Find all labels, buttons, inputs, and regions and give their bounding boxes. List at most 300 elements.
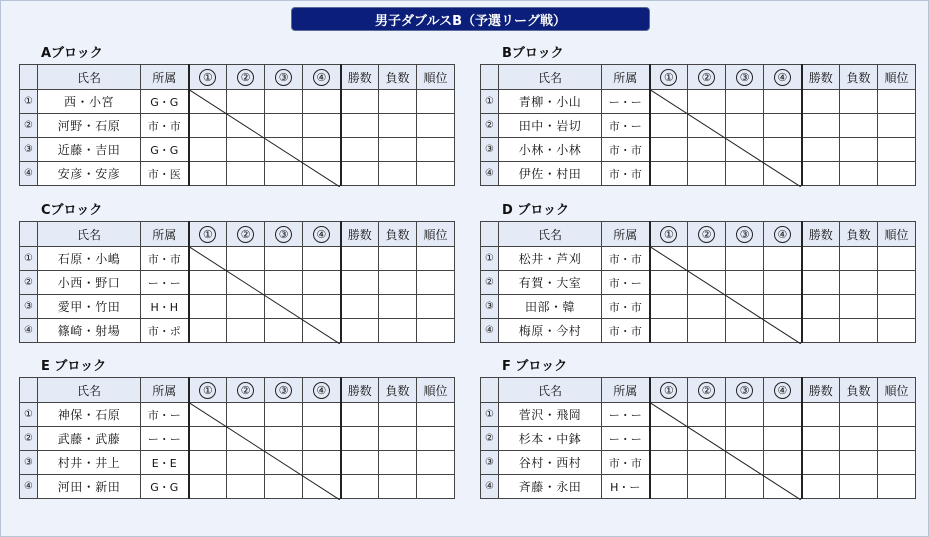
match-result-cell[interactable] — [650, 114, 688, 138]
pair-name: 愛甲・竹田 — [38, 295, 141, 319]
header-name: 氏名 — [499, 222, 602, 247]
match-result-cell[interactable] — [265, 319, 303, 343]
opponent-number: ③ — [275, 382, 292, 399]
rank-cell[interactable] — [878, 162, 916, 186]
wins-cell[interactable] — [802, 138, 840, 162]
opponent-number: ③ — [736, 226, 753, 243]
wins-cell[interactable] — [341, 475, 379, 499]
match-result-cell[interactable] — [303, 138, 341, 162]
match-result-cell[interactable] — [303, 403, 341, 427]
pair-name: 谷村・西村 — [499, 451, 602, 475]
opponent-number: ④ — [774, 226, 791, 243]
opponent-number: ① — [199, 226, 216, 243]
self-match-cell[interactable] — [688, 271, 726, 295]
self-match-cell[interactable] — [227, 271, 265, 295]
header-opponent — [688, 378, 726, 403]
wins-cell[interactable] — [802, 403, 840, 427]
wins-cell[interactable] — [802, 451, 840, 475]
wins-cell[interactable] — [802, 114, 840, 138]
self-match-cell[interactable] — [227, 114, 265, 138]
wins-cell[interactable] — [341, 114, 379, 138]
pair-affiliation: ー・ー — [602, 427, 650, 451]
losses-cell[interactable] — [840, 451, 878, 475]
table-row — [20, 138, 455, 162]
match-result-cell[interactable] — [726, 475, 764, 499]
match-result-cell[interactable] — [764, 247, 802, 271]
pair-name: 斉藤・永田 — [499, 475, 602, 499]
pair-affiliation: G・G — [141, 138, 189, 162]
match-result-cell[interactable] — [303, 247, 341, 271]
self-match-cell[interactable] — [764, 475, 802, 499]
losses-cell[interactable] — [379, 403, 417, 427]
match-result-cell[interactable] — [650, 295, 688, 319]
match-result-cell[interactable] — [227, 319, 265, 343]
match-result-cell[interactable] — [726, 427, 764, 451]
row-number: ③ — [20, 138, 38, 162]
wins-cell[interactable] — [341, 271, 379, 295]
league-table-wrap — [480, 221, 916, 343]
header-losses: 負数 — [840, 378, 878, 403]
match-result-cell[interactable] — [265, 403, 303, 427]
self-match-cell[interactable] — [189, 403, 227, 427]
row-number: ① — [481, 90, 499, 114]
header-name: 氏名 — [38, 65, 141, 90]
match-result-cell[interactable] — [764, 295, 802, 319]
pair-affiliation: 市・市 — [141, 114, 189, 138]
league-block — [19, 201, 455, 343]
header-opponent — [227, 378, 265, 403]
match-result-cell[interactable] — [189, 475, 227, 499]
match-result-cell[interactable] — [650, 427, 688, 451]
rank-cell[interactable] — [878, 475, 916, 499]
header-opponent — [688, 222, 726, 247]
rank-cell[interactable] — [417, 247, 455, 271]
self-match-cell[interactable] — [650, 403, 688, 427]
losses-cell[interactable] — [379, 247, 417, 271]
losses-cell[interactable] — [840, 295, 878, 319]
pair-affiliation: 市・ポ — [141, 319, 189, 343]
pair-name: 梅原・今村 — [499, 319, 602, 343]
row-number: ① — [481, 247, 499, 271]
match-result-cell[interactable] — [227, 295, 265, 319]
match-result-cell[interactable] — [303, 271, 341, 295]
header-rank: 順位 — [417, 222, 455, 247]
match-result-cell[interactable] — [227, 475, 265, 499]
table-row — [481, 427, 916, 451]
pair-affiliation: H・ー — [602, 475, 650, 499]
match-result-cell[interactable] — [189, 451, 227, 475]
wins-cell[interactable] — [802, 427, 840, 451]
match-result-cell[interactable] — [764, 90, 802, 114]
match-result-cell[interactable] — [764, 138, 802, 162]
match-result-cell[interactable] — [227, 162, 265, 186]
losses-cell[interactable] — [840, 90, 878, 114]
match-result-cell[interactable] — [265, 162, 303, 186]
row-number: ② — [481, 271, 499, 295]
header-rank: 順位 — [878, 65, 916, 90]
match-result-cell[interactable] — [227, 247, 265, 271]
wins-cell[interactable] — [802, 475, 840, 499]
page-title: 男子ダブルスB（予選リーグ戦） — [291, 7, 650, 31]
self-match-cell[interactable] — [303, 162, 341, 186]
table-row — [481, 90, 916, 114]
row-number: ① — [20, 247, 38, 271]
wins-cell[interactable] — [802, 271, 840, 295]
match-result-cell[interactable] — [650, 162, 688, 186]
match-result-cell[interactable] — [265, 247, 303, 271]
match-result-cell[interactable] — [650, 138, 688, 162]
header-row — [20, 378, 455, 403]
league-block — [19, 357, 455, 499]
rank-cell[interactable] — [878, 271, 916, 295]
rank-cell[interactable] — [417, 162, 455, 186]
match-result-cell[interactable] — [688, 403, 726, 427]
rank-cell[interactable] — [417, 271, 455, 295]
match-result-cell[interactable] — [764, 427, 802, 451]
match-result-cell[interactable] — [650, 475, 688, 499]
rank-cell[interactable] — [878, 403, 916, 427]
match-result-cell[interactable] — [726, 403, 764, 427]
league-table-wrap — [480, 377, 916, 499]
row-number: ② — [20, 114, 38, 138]
header-wins: 勝数 — [802, 378, 840, 403]
wins-cell[interactable] — [341, 319, 379, 343]
opponent-number: ③ — [275, 226, 292, 243]
losses-cell[interactable] — [840, 271, 878, 295]
header-affiliation: 所属 — [141, 222, 189, 247]
header-blank — [481, 65, 499, 90]
match-result-cell[interactable] — [764, 114, 802, 138]
wins-cell[interactable] — [802, 247, 840, 271]
block-title: D ブロック — [502, 203, 570, 218]
opponent-number: ③ — [275, 69, 292, 86]
opponent-number: ① — [199, 382, 216, 399]
match-result-cell[interactable] — [764, 271, 802, 295]
match-result-cell[interactable] — [189, 114, 227, 138]
header-row — [20, 65, 455, 90]
pair-name: 西・小宮 — [38, 90, 141, 114]
self-match-cell[interactable] — [265, 295, 303, 319]
header-rank: 順位 — [417, 65, 455, 90]
losses-cell[interactable] — [840, 138, 878, 162]
opponent-number: ③ — [736, 69, 753, 86]
opponent-number: ④ — [313, 382, 330, 399]
rank-cell[interactable] — [417, 319, 455, 343]
header-affiliation: 所属 — [602, 222, 650, 247]
header-affiliation: 所属 — [141, 65, 189, 90]
match-result-cell[interactable] — [688, 162, 726, 186]
self-match-cell[interactable] — [726, 295, 764, 319]
rank-cell[interactable] — [878, 427, 916, 451]
self-match-cell[interactable] — [303, 319, 341, 343]
losses-cell[interactable] — [840, 427, 878, 451]
losses-cell[interactable] — [379, 427, 417, 451]
self-match-cell[interactable] — [189, 247, 227, 271]
league-table-wrap — [19, 221, 455, 343]
match-result-cell[interactable] — [650, 451, 688, 475]
header-rank: 順位 — [417, 378, 455, 403]
rank-cell[interactable] — [417, 90, 455, 114]
match-result-cell[interactable] — [303, 451, 341, 475]
league-table-wrap — [19, 64, 455, 186]
wins-cell[interactable] — [341, 403, 379, 427]
losses-cell[interactable] — [379, 295, 417, 319]
row-number: ③ — [481, 138, 499, 162]
rank-cell[interactable] — [878, 247, 916, 271]
table-row — [20, 162, 455, 186]
match-result-cell[interactable] — [764, 451, 802, 475]
match-result-cell[interactable] — [688, 247, 726, 271]
match-result-cell[interactable] — [189, 138, 227, 162]
pair-name: 小西・野口 — [38, 271, 141, 295]
pair-name: 村井・井上 — [38, 451, 141, 475]
losses-cell[interactable] — [840, 247, 878, 271]
header-row — [481, 65, 916, 90]
match-result-cell[interactable] — [303, 90, 341, 114]
match-result-cell[interactable] — [189, 319, 227, 343]
match-result-cell[interactable] — [227, 451, 265, 475]
self-match-cell[interactable] — [688, 114, 726, 138]
row-number: ② — [20, 427, 38, 451]
row-number: ② — [481, 114, 499, 138]
header-opponent — [650, 222, 688, 247]
self-match-cell[interactable] — [303, 475, 341, 499]
rank-cell[interactable] — [878, 114, 916, 138]
self-match-cell[interactable] — [650, 247, 688, 271]
opponent-number: ② — [698, 226, 715, 243]
rank-cell[interactable] — [417, 427, 455, 451]
table-row — [20, 271, 455, 295]
league-table — [19, 221, 455, 343]
match-result-cell[interactable] — [189, 427, 227, 451]
rank-cell[interactable] — [417, 451, 455, 475]
match-result-cell[interactable] — [688, 90, 726, 114]
wins-cell[interactable] — [341, 247, 379, 271]
league-table — [480, 221, 916, 343]
table-row — [20, 247, 455, 271]
pair-name: 石原・小嶋 — [38, 247, 141, 271]
opponent-number: ① — [660, 69, 677, 86]
rank-cell[interactable] — [878, 451, 916, 475]
losses-cell[interactable] — [840, 475, 878, 499]
header-opponent — [726, 378, 764, 403]
match-result-cell[interactable] — [265, 475, 303, 499]
losses-cell[interactable] — [840, 319, 878, 343]
match-result-cell[interactable] — [303, 295, 341, 319]
wins-cell[interactable] — [341, 427, 379, 451]
match-result-cell[interactable] — [265, 427, 303, 451]
self-match-cell[interactable] — [189, 90, 227, 114]
rank-cell[interactable] — [878, 295, 916, 319]
wins-cell[interactable] — [802, 295, 840, 319]
header-losses: 負数 — [379, 65, 417, 90]
league-table-wrap — [19, 377, 455, 499]
table-row — [481, 403, 916, 427]
rank-cell[interactable] — [878, 90, 916, 114]
self-match-cell[interactable] — [227, 427, 265, 451]
header-blank — [20, 378, 38, 403]
rank-cell[interactable] — [417, 114, 455, 138]
row-number: ④ — [20, 319, 38, 343]
match-result-cell[interactable] — [726, 114, 764, 138]
match-result-cell[interactable] — [726, 247, 764, 271]
header-opponent — [265, 222, 303, 247]
header-opponent — [189, 378, 227, 403]
losses-cell[interactable] — [379, 451, 417, 475]
self-match-cell[interactable] — [265, 451, 303, 475]
match-result-cell[interactable] — [227, 403, 265, 427]
header-row — [481, 222, 916, 247]
header-blank — [481, 378, 499, 403]
match-result-cell[interactable] — [688, 138, 726, 162]
losses-cell[interactable] — [379, 114, 417, 138]
league-table — [480, 377, 916, 499]
wins-cell[interactable] — [341, 138, 379, 162]
header-row — [20, 222, 455, 247]
row-number: ③ — [481, 295, 499, 319]
opponent-number: ② — [237, 69, 254, 86]
match-result-cell[interactable] — [227, 138, 265, 162]
pair-name: 有賀・大室 — [499, 271, 602, 295]
table-row — [481, 138, 916, 162]
header-opponent — [650, 65, 688, 90]
self-match-cell[interactable] — [726, 451, 764, 475]
header-rank: 順位 — [878, 222, 916, 247]
pair-affiliation: 市・市 — [602, 162, 650, 186]
opponent-number: ④ — [774, 69, 791, 86]
losses-cell[interactable] — [379, 475, 417, 499]
rank-cell[interactable] — [417, 403, 455, 427]
match-result-cell[interactable] — [764, 403, 802, 427]
wins-cell[interactable] — [341, 162, 379, 186]
losses-cell[interactable] — [840, 162, 878, 186]
pair-affiliation: 市・市 — [602, 247, 650, 271]
opponent-number: ② — [237, 226, 254, 243]
row-number: ③ — [20, 295, 38, 319]
pair-name: 近藤・吉田 — [38, 138, 141, 162]
header-opponent — [303, 65, 341, 90]
match-result-cell[interactable] — [189, 162, 227, 186]
match-result-cell[interactable] — [265, 271, 303, 295]
losses-cell[interactable] — [379, 138, 417, 162]
header-name: 氏名 — [499, 65, 602, 90]
losses-cell[interactable] — [379, 271, 417, 295]
match-result-cell[interactable] — [726, 90, 764, 114]
wins-cell[interactable] — [341, 90, 379, 114]
league-block — [480, 357, 916, 499]
wins-cell[interactable] — [341, 451, 379, 475]
match-result-cell[interactable] — [189, 295, 227, 319]
table-row — [20, 403, 455, 427]
self-match-cell[interactable] — [265, 138, 303, 162]
header-wins: 勝数 — [341, 65, 379, 90]
header-opponent — [764, 378, 802, 403]
rank-cell[interactable] — [417, 138, 455, 162]
row-number: ① — [481, 403, 499, 427]
match-result-cell[interactable] — [265, 114, 303, 138]
opponent-number: ① — [660, 382, 677, 399]
pair-affiliation: 市・ー — [141, 403, 189, 427]
pair-affiliation: ー・ー — [602, 403, 650, 427]
wins-cell[interactable] — [802, 90, 840, 114]
match-result-cell[interactable] — [650, 271, 688, 295]
wins-cell[interactable] — [341, 295, 379, 319]
match-result-cell[interactable] — [227, 90, 265, 114]
row-number: ④ — [481, 319, 499, 343]
rank-cell[interactable] — [878, 138, 916, 162]
losses-cell[interactable] — [379, 319, 417, 343]
losses-cell[interactable] — [379, 162, 417, 186]
wins-cell[interactable] — [802, 319, 840, 343]
match-result-cell[interactable] — [189, 271, 227, 295]
header-opponent — [764, 65, 802, 90]
losses-cell[interactable] — [379, 90, 417, 114]
match-result-cell[interactable] — [688, 319, 726, 343]
losses-cell[interactable] — [840, 114, 878, 138]
self-match-cell[interactable] — [726, 138, 764, 162]
self-match-cell[interactable] — [650, 90, 688, 114]
table-row — [481, 114, 916, 138]
self-match-cell[interactable] — [764, 162, 802, 186]
rank-cell[interactable] — [417, 475, 455, 499]
opponent-number: ① — [199, 69, 216, 86]
row-number: ④ — [481, 162, 499, 186]
match-result-cell[interactable] — [688, 475, 726, 499]
header-affiliation: 所属 — [602, 378, 650, 403]
pair-affiliation: 市・ー — [602, 114, 650, 138]
header-opponent — [227, 222, 265, 247]
rank-cell[interactable] — [417, 295, 455, 319]
opponent-number: ④ — [313, 69, 330, 86]
block-title: Bブロック — [502, 46, 564, 61]
match-result-cell[interactable] — [726, 271, 764, 295]
header-opponent — [726, 65, 764, 90]
row-number: ① — [20, 90, 38, 114]
table-row — [481, 295, 916, 319]
match-result-cell[interactable] — [688, 451, 726, 475]
table-row — [20, 319, 455, 343]
header-wins: 勝数 — [802, 65, 840, 90]
table-row — [20, 295, 455, 319]
pair-name: 篠崎・射場 — [38, 319, 141, 343]
opponent-number: ① — [660, 226, 677, 243]
header-blank — [481, 222, 499, 247]
match-result-cell[interactable] — [265, 90, 303, 114]
header-opponent — [303, 222, 341, 247]
table-row — [481, 247, 916, 271]
rank-cell[interactable] — [878, 319, 916, 343]
match-result-cell[interactable] — [303, 427, 341, 451]
match-result-cell[interactable] — [650, 319, 688, 343]
pair-affiliation: 市・市 — [141, 247, 189, 271]
match-result-cell[interactable] — [726, 319, 764, 343]
self-match-cell[interactable] — [764, 319, 802, 343]
row-number: ③ — [20, 451, 38, 475]
losses-cell[interactable] — [840, 403, 878, 427]
match-result-cell[interactable] — [688, 295, 726, 319]
row-number: ③ — [481, 451, 499, 475]
opponent-number: ④ — [774, 382, 791, 399]
pair-affiliation: ー・ー — [602, 90, 650, 114]
match-result-cell[interactable] — [726, 162, 764, 186]
row-number: ② — [481, 427, 499, 451]
header-affiliation: 所属 — [141, 378, 189, 403]
self-match-cell[interactable] — [688, 427, 726, 451]
match-result-cell[interactable] — [303, 114, 341, 138]
table-row — [481, 319, 916, 343]
pair-name: 河田・新田 — [38, 475, 141, 499]
wins-cell[interactable] — [802, 162, 840, 186]
